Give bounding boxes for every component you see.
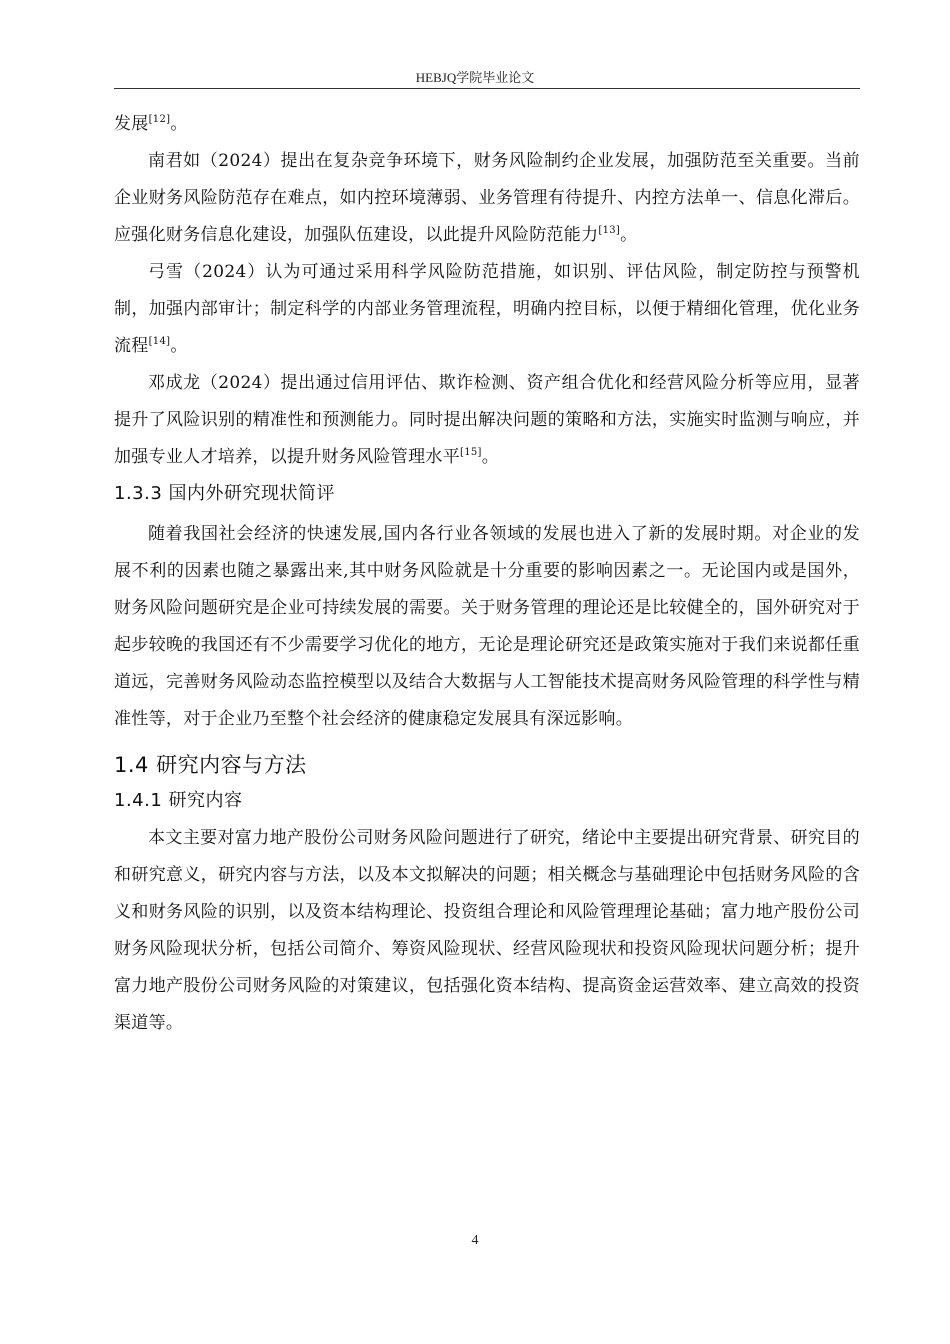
header-divider xyxy=(114,88,860,89)
paragraph-end: 。 xyxy=(620,225,638,245)
running-header: HEBJQ学院毕业论文 xyxy=(415,70,535,85)
paragraph-deng-chenglong xyxy=(114,365,860,476)
paragraph-research-content: 本文主要对富力地产股份公司财务风险问题进行了研究，绪论中主要提出研究背景、研究目的和研究意义，研究内容与方法，以及本文拟解决的问题；相关概念与基础理论中包括财务风险的含义和财务风险的识别，以及资本结构理论、投资组合理论和风险管理理论基础；富力地产股份公司财务风险现状分析，包括公司简介、筹资风险现状、经营风险现状和投资风险现状问题分析；提升富力地产股份公司财务风险的对策建议，包括强化资本结构、提高资金运营效率、建立高效的投资渠道等。 xyxy=(114,828,860,1033)
paragraph-end: 。 xyxy=(481,447,500,467)
paragraph-continuation xyxy=(114,106,860,143)
section-heading-1-4-1: 1.4.1 研究内容 xyxy=(114,790,243,811)
page-body xyxy=(114,106,860,1042)
citation-ref: [14] xyxy=(148,336,171,347)
paragraph-gong-xue xyxy=(114,254,860,365)
page-number: 4 xyxy=(471,1233,479,1248)
paragraph-end: 。 xyxy=(170,336,188,356)
paragraph-nan-junru xyxy=(114,143,860,254)
section-heading-1-3-3: 1.3.3 国内外研究现状简评 xyxy=(114,483,336,504)
paragraph-text: 南君如（2024）提出在复杂竞争环境下，财务风险制约企业发展，加强防范至关重要。当前企业财务风险防范存在难点，如内控环境薄弱、业务管理有待提升、内控方法单一、信息化滞后。应强化财务信息化建设，加强队伍建设，以此提升风险防范能力 xyxy=(114,151,860,245)
citation-ref: [15] xyxy=(460,447,482,458)
paragraph-text: 弓雪（2024）认为可通过采用科学风险防范措施，如识别、评估风险，制定防控与预警机制，加强内部审计；制定科学的内部业务管理流程，明确内控目标，以便于精细化管理，优化业务流程 xyxy=(114,262,860,356)
citation-ref: [13] xyxy=(598,225,621,236)
paragraph-text: 发展 xyxy=(114,114,149,134)
paragraph-text: 邓成龙（2024）提出通过信用评估、欺诈检测、资产组合优化和经营风险分析等应用，显著提升了风险识别的精准性和预测能力。同时提出解决问题的策略和方法，实施实时监测与响应，并加强专业人才培养，以提升财务风险管理水平 xyxy=(114,373,860,467)
citation-ref: [12] xyxy=(148,114,171,125)
paragraph-end: 。 xyxy=(170,114,188,134)
paragraph-research-review: 随着我国社会经济的快速发展,国内各行业各领域的发展也进入了新的发展时期。对企业的发展不利的因素也随之暴露出来,其中财务风险就是十分重要的影响因素之一。无论国内或是国外，财务风险问题研究是企业可持续发展的需要。关于财务管理的理论还是比较健全的，国外研究对于起步较晚的我国还有不少需要学习优化的地方，无论是理论研究还是政策实施对于我们来说都任重道远，完善财务风险动态监控模型以及结合大数据与人工智能技术提高财务风险管理的科学性与精准性等，对于企业乃至整个社会经济的健康稳定发展具有深远影响。 xyxy=(114,524,860,729)
section-heading-1-4: 1.4 研究内容与方法 xyxy=(114,753,307,777)
